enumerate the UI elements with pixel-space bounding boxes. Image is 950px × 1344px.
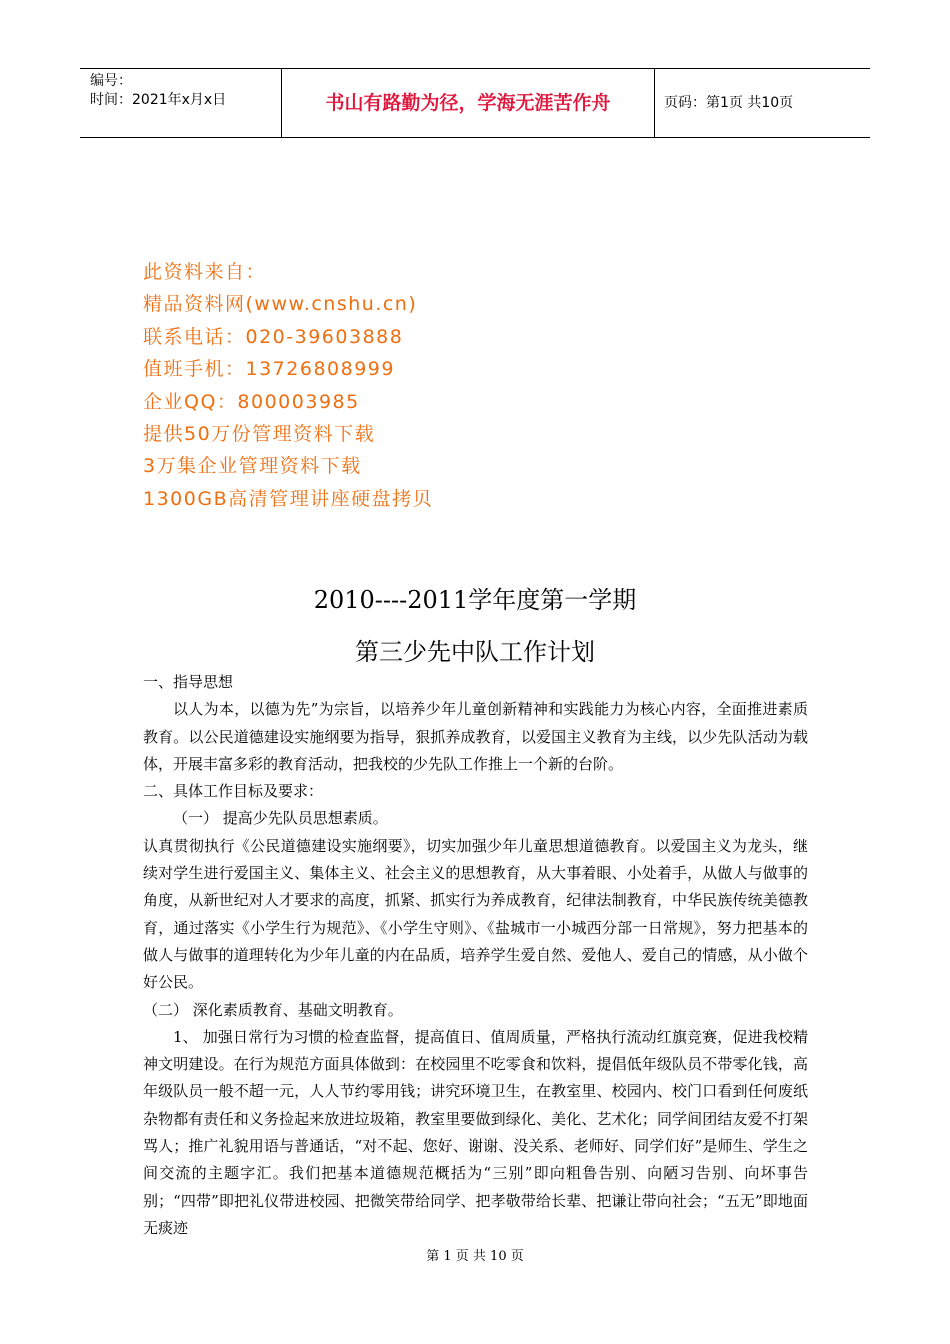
paragraph: 1、 加强日常行为习惯的检查监督，提高值日、值周质量，严格执行流动红旗竞赛，促进我校精神文明建设。在行为规范方面具体做到：在校园里不吃零食和饮料，提倡低年级队员不带零化钱，高年级队员一般不超一元，人人节约零用钱；讲究环境卫生，在教室里、校园内、校门口看到任何废纸杂物都有责任和义务捡起来放进垃圾箱，教室里要做到绿化、美化、艺术化；同学间团结友爱不打架骂人；推广礼貌用语与普通话，“对不起、您好、谢谢、没关系、老师好、同学们好”是师生、学生之间交流的主题字汇。我们把基本道德规范概括为“三别”即向粗鲁告别、向陋习告别、向坏事告别；“四带”即把礼仪带进校园、把微笑带给同学、把孝敬带给长辈、把谦让带向社会；“五无”即地面无痰迹: [143, 1027, 808, 1237]
serial-label: 编号：: [90, 73, 132, 89]
document-title: 第三少先中队工作计划: [355, 638, 595, 666]
time-label: 时间：2021年x月x日: [90, 92, 227, 108]
promo-line: 此资料来自：: [143, 261, 267, 283]
header-divider: [654, 69, 655, 137]
document-title-year: 2010----2011学年度第一学期: [313, 586, 637, 614]
promo-line: 精品资料网(www.cnshu.cn): [143, 293, 418, 316]
promo-line: 值班手机：13726808999: [143, 358, 395, 381]
header-motto: 书山有路勤为径，学海无涯苦作舟: [325, 92, 611, 114]
promo-line: 1300GB高清管理讲座硬盘拷贝: [143, 487, 434, 510]
header-meta: [90, 72, 226, 110]
page-footer: 第 1 页 共 10 页: [426, 1249, 524, 1264]
page-header: [80, 68, 870, 138]
subsection-heading: （一） 提高少先队员思想素质。: [173, 809, 388, 828]
section-heading: 一、指导思想: [143, 673, 234, 691]
promo-block: [143, 256, 433, 515]
subsection-heading: （二） 深化素质教育、基础文明教育。: [143, 1000, 403, 1019]
promo-line: 提供50万份管理资料下载: [143, 422, 376, 445]
section-heading: 二、具体工作目标及要求：: [143, 782, 324, 801]
promo-line: 企业QQ：800003985: [143, 390, 360, 413]
promo-line: 联系电话：020-39603888: [143, 325, 404, 348]
paragraph: 以人为本，以德为先”为宗旨，以培养少年儿童创新精神和实践能力为核心内容，全面推进素质教育。以公民道德建设实施纲要为指导，狠抓养成教育，以爱国主义教育为主线，以少先队活动为载体，开展丰富多彩的教育活动，把我校的少先队工作推上一个新的台阶。: [143, 700, 808, 773]
header-page-info: 页码：第1页 共10页: [664, 95, 794, 111]
promo-line: 3万集企业管理资料下载: [143, 455, 362, 478]
document-body: [143, 669, 808, 1242]
paragraph: 认真贯彻执行《公民道德建设实施纲要》，切实加强少年儿童思想道德教育。以爱国主义为龙头，继续对学生进行爱国主义、集体主义、社会主义的思想教育，从大事着眼、小处着手，从做人与做事的角度，从新世纪对人才要求的高度，抓紧、抓实行为养成教育，纪律法制教育，中华民族传统美德教育，通过落实《小学生行为规范》、《小学生守则》、《盐城市一小城西分部一日常规》，努力把基本的做人与做事的道理转化为少年儿童的内在品质，培养学生爱自然、爱他人、爱自己的情感，从小做个好公民。: [143, 836, 808, 992]
